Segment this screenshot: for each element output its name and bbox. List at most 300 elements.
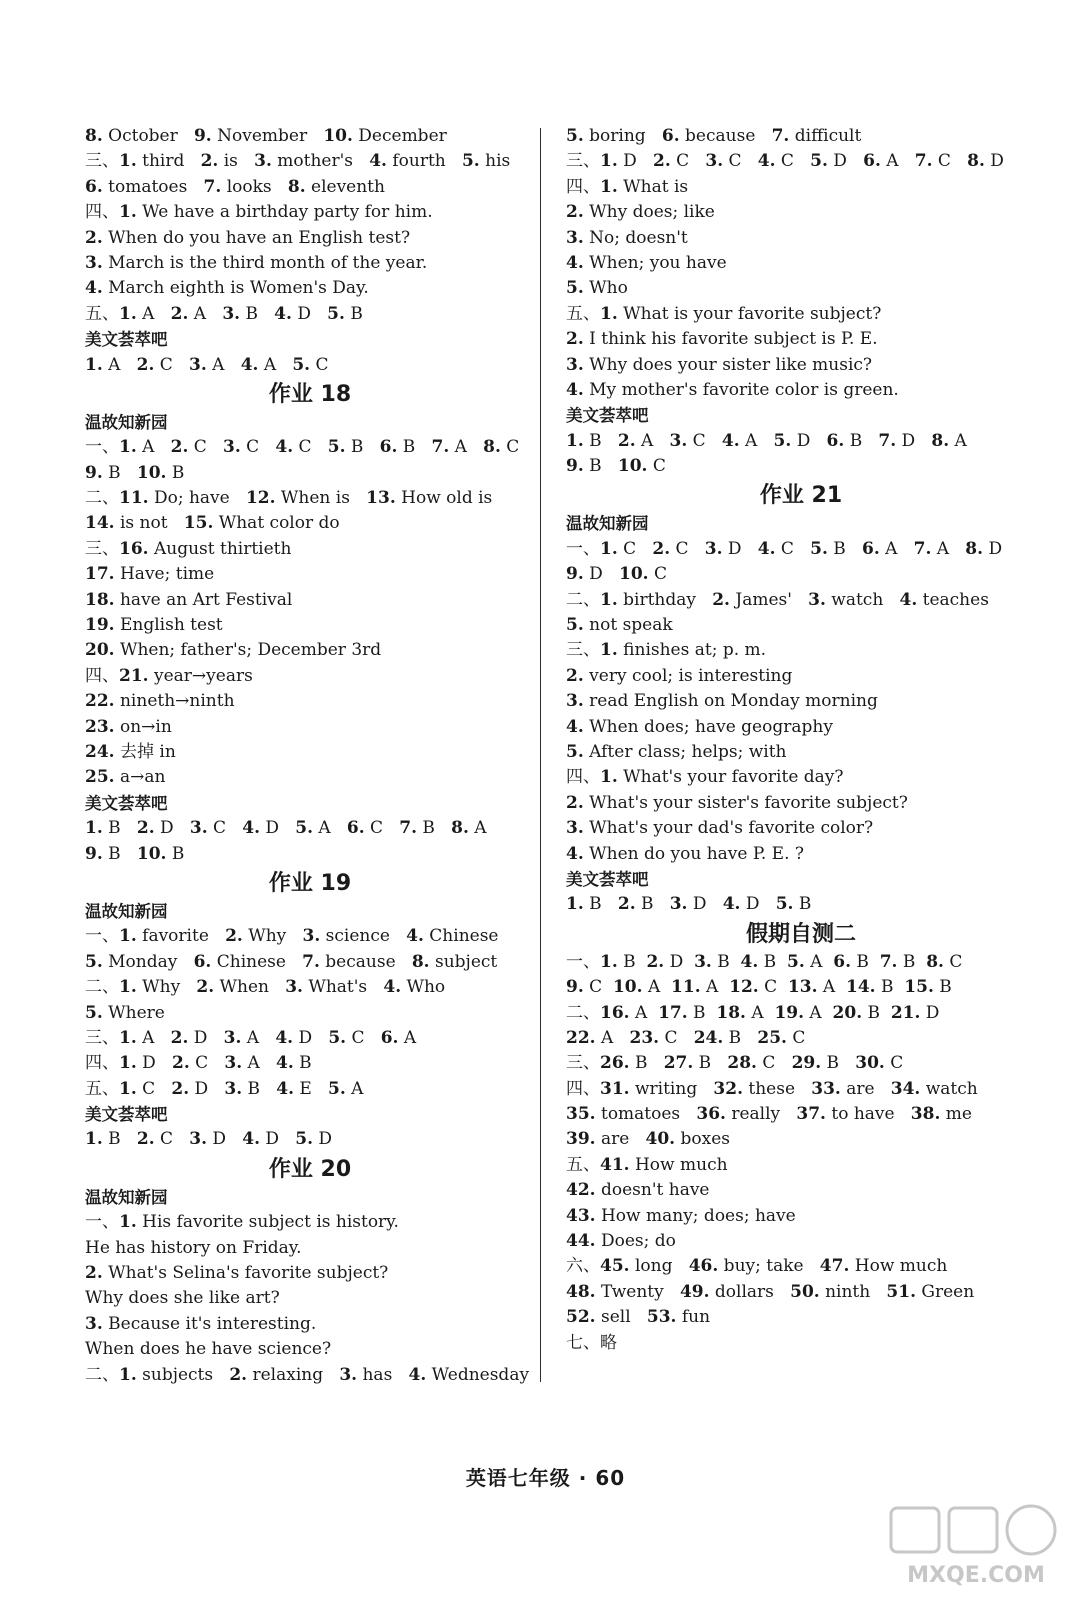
question-number: 9. [85, 843, 103, 864]
answer-line [566, 765, 1036, 790]
answer-line [85, 689, 535, 714]
answer-line [566, 689, 1036, 714]
answer-text: tomatoes [595, 1104, 697, 1125]
answer-text: C [364, 818, 400, 839]
question-number: 3. [85, 1313, 103, 1334]
question-number: 13. [366, 488, 396, 509]
answer-text: I think his favorite subject is P. E. [583, 329, 878, 350]
answer-line [85, 562, 535, 587]
answer-text: 三、 [566, 151, 600, 172]
answer-text: 四、 [566, 176, 600, 197]
answer-text: his [479, 151, 511, 172]
answer-line [85, 175, 535, 200]
answer-text: Have; time [114, 564, 215, 585]
question-number: 16. [119, 538, 149, 559]
question-number: 3. [223, 1027, 242, 1048]
answer-text: B [635, 894, 670, 915]
question-number: 5. [295, 1129, 313, 1150]
answer-text: D [617, 151, 653, 172]
question-number: 2. [712, 589, 730, 610]
question-number: 4. [85, 278, 103, 299]
question-number: 1. [119, 303, 137, 324]
answer-text: 三、 [85, 1027, 119, 1048]
answer-text: B [344, 303, 363, 324]
question-number: 7. [913, 538, 932, 559]
question-number: 4. [274, 303, 292, 324]
answer-text: English test [114, 615, 223, 636]
answer-text: B [793, 894, 812, 915]
answer-text: doesn't have [595, 1180, 710, 1201]
answer-line [85, 638, 535, 663]
answer-text: has [357, 1364, 409, 1385]
question-number: 11. [671, 977, 701, 998]
answer-text: B [166, 843, 185, 864]
answer-text: 四、 [85, 665, 119, 686]
answer-text: C [756, 1053, 792, 1074]
question-number: 37. [796, 1104, 826, 1125]
answer-line [85, 461, 535, 486]
column-divider [540, 128, 541, 1382]
answer-text: watch [825, 589, 900, 610]
answer-text: A [102, 354, 137, 375]
question-number: 25. [757, 1027, 787, 1048]
answer-text: C [240, 437, 276, 458]
answer-text: tomatoes [102, 176, 204, 197]
answer-text: What's your favorite day? [617, 767, 844, 788]
answer-text: 去掉 in [114, 741, 176, 762]
question-number: 1. [566, 894, 584, 915]
subsection-label: 美文荟萃吧 [566, 869, 649, 889]
question-number: 4. [383, 977, 402, 998]
question-number: 41. [600, 1154, 630, 1175]
answer-text: B [102, 843, 137, 864]
question-number: 10. [136, 462, 167, 483]
answer-text: Why does she like art? [85, 1288, 280, 1309]
answer-line [566, 715, 1036, 740]
answer-text: C [617, 538, 653, 559]
answer-text: year→years [148, 665, 253, 686]
question-number: 45. [600, 1256, 630, 1277]
question-number: 24. [693, 1027, 724, 1048]
answer-text: B [933, 977, 952, 998]
answer-line [85, 353, 535, 378]
answer-text: Do; have [148, 488, 246, 509]
answer-text: A [949, 430, 967, 451]
answer-line [566, 892, 1036, 917]
answer-text: A [398, 1027, 417, 1048]
question-number: 1. [119, 1053, 137, 1074]
subsection-label: 美文荟萃吧 [85, 330, 168, 350]
question-number: 7. [431, 437, 450, 458]
answer-text: long [629, 1256, 689, 1277]
answer-line [85, 1127, 535, 1152]
answer-line [566, 1280, 1036, 1305]
question-number: 14. [85, 513, 115, 534]
answer-text: B [711, 951, 741, 972]
answer-text: 六、 [566, 1256, 600, 1277]
answer-line [85, 842, 535, 867]
answer-line [85, 1026, 535, 1051]
answer-text: 七、略 [566, 1332, 617, 1353]
section-heading: 假期自测二 [745, 921, 856, 947]
answer-text: birthday [617, 589, 713, 610]
question-number: 4. [566, 716, 584, 737]
answer-text: D [206, 1129, 243, 1150]
question-number: 3. [669, 894, 688, 915]
answer-text: A [206, 354, 241, 375]
answer-text: D [293, 1027, 329, 1048]
answer-text: 一、 [566, 951, 600, 972]
question-number: 44. [566, 1231, 596, 1252]
answer-text: A [804, 951, 834, 972]
question-number: 27. [663, 1053, 694, 1074]
question-number: 2. [225, 926, 243, 947]
answer-text: D [722, 538, 758, 559]
answer-text: B [102, 818, 137, 839]
question-number: 4. [276, 1078, 294, 1099]
answer-text: 五、 [85, 303, 119, 324]
question-number: 17. [85, 564, 115, 585]
answer-text: March eighth is Women's Day. [102, 278, 369, 299]
question-number: 2. [170, 303, 189, 324]
question-number: 3. [566, 354, 584, 375]
question-number: 1. [119, 1212, 137, 1233]
answer-line [566, 149, 1036, 174]
question-number: 38. [910, 1104, 941, 1125]
answer-text: science [320, 926, 407, 947]
answer-text: A [136, 303, 171, 324]
question-number: 5. [566, 741, 584, 762]
question-number: 2. [200, 151, 219, 172]
answer-line [85, 715, 535, 740]
answer-text: 三、 [85, 538, 119, 559]
question-number: 1. [119, 151, 137, 172]
question-number: 8. [483, 437, 501, 458]
question-number: 2. [617, 430, 636, 451]
answer-text: C [500, 437, 520, 458]
answer-text: B [821, 1053, 856, 1074]
question-number: 6. [380, 1027, 399, 1048]
question-number: 6. [863, 151, 881, 172]
answer-text: Why [136, 977, 197, 998]
answer-text: A [188, 303, 223, 324]
question-number: 2. [136, 354, 155, 375]
question-number: 5. [566, 615, 584, 636]
answer-text: boring [583, 126, 662, 146]
answer-text: C [659, 1027, 694, 1048]
question-number: 23. [629, 1027, 660, 1048]
answer-text: B [617, 951, 647, 972]
answer-text: read English on Monday morning [583, 691, 878, 712]
answer-text: March is the third month of the year. [102, 252, 428, 273]
question-number: 5. [810, 538, 828, 559]
answer-text: 三、 [566, 640, 600, 661]
answer-text: D [687, 894, 723, 915]
question-number: 1. [600, 303, 618, 324]
question-number: 9. [566, 456, 584, 477]
question-number: 24. [85, 741, 115, 762]
question-number: 5. [85, 951, 103, 972]
answer-text: B [827, 538, 862, 559]
question-number: 1. [119, 926, 137, 947]
answer-line [566, 791, 1036, 816]
answer-line [566, 429, 1036, 454]
answer-text: fun [676, 1307, 711, 1328]
question-number: 9. [85, 462, 103, 483]
answer-line [85, 1312, 535, 1337]
answer-text: How many; does; have [595, 1205, 796, 1226]
answer-text: A [468, 818, 487, 839]
question-number: 28. [727, 1053, 757, 1074]
answer-text: C [775, 538, 811, 559]
answer-text: B [875, 977, 905, 998]
answer-text: November [211, 126, 324, 146]
question-number: 1. [600, 951, 618, 972]
answer-text: No; doesn't [583, 227, 688, 248]
question-number: 8. [967, 151, 985, 172]
question-number: 5. [775, 894, 794, 915]
answer-line [85, 486, 535, 511]
answer-line [85, 1337, 535, 1362]
answer-text: B [102, 1129, 137, 1150]
answer-line [566, 1102, 1036, 1127]
answer-line [85, 1363, 535, 1388]
question-number: 43. [566, 1205, 596, 1226]
answer-line [566, 327, 1036, 352]
subsection-label: 美文荟萃吧 [85, 793, 168, 813]
question-number: 8. [931, 430, 950, 451]
question-number: 12. [729, 977, 759, 998]
question-number: 1. [600, 538, 618, 559]
answer-line [85, 435, 535, 460]
answer-text: 五、 [566, 303, 600, 324]
question-number: 9. [566, 977, 584, 998]
question-number: 3. [339, 1364, 358, 1385]
question-number: 1. [600, 176, 618, 197]
question-number: 20. [832, 1002, 863, 1023]
question-number: 3. [222, 303, 241, 324]
answer-text: When do you have P. E. ? [583, 843, 804, 864]
answer-text: is [218, 151, 255, 172]
answer-line [566, 1229, 1036, 1254]
question-number: 3. [694, 951, 712, 972]
answer-line [566, 537, 1036, 562]
answer-text: on→in [114, 716, 172, 737]
question-number: 4. [899, 589, 918, 610]
question-number: 4. [408, 1364, 427, 1385]
answer-text: C [723, 151, 758, 172]
question-number: 1. [566, 430, 584, 451]
answer-text: C [647, 456, 666, 477]
answer-text: are [840, 1078, 891, 1099]
question-number: 7. [878, 430, 897, 451]
question-number: 8. [287, 176, 306, 197]
question-number: 4. [721, 430, 740, 451]
answer-line [85, 200, 535, 225]
answer-line [85, 588, 535, 613]
question-number: 3. [189, 1129, 207, 1150]
answer-text: After class; helps; with [583, 741, 787, 762]
question-number: 6. [85, 176, 103, 197]
question-number: 21. [890, 1002, 921, 1023]
answer-text: 一、 [85, 1212, 119, 1233]
answer-text: D [259, 818, 296, 839]
question-number: 2. [85, 227, 103, 248]
answer-text: C [346, 1027, 381, 1048]
question-number: 9. [566, 564, 584, 585]
answer-text: August thirtieth [148, 538, 292, 559]
answer-text: A [635, 430, 670, 451]
answer-text: What is your favorite subject? [617, 303, 882, 324]
answer-text: have an Art Festival [114, 589, 293, 610]
answer-text: B [583, 430, 618, 451]
answer-text: because [679, 126, 772, 146]
question-number: 7. [879, 951, 898, 972]
question-number: 4. [242, 818, 260, 839]
answer-text: D [984, 151, 1004, 172]
question-number: 4. [566, 252, 584, 273]
answer-line [566, 302, 1036, 327]
question-number: 2. [136, 818, 155, 839]
answer-text: favorite [136, 926, 226, 947]
question-number: 2. [170, 1027, 189, 1048]
answer-text: A [629, 1002, 659, 1023]
question-number: 3. [85, 252, 103, 273]
question-number: 8. [411, 951, 430, 972]
answer-text: relaxing [247, 1364, 340, 1385]
question-number: 1. [119, 1027, 137, 1048]
answer-line [566, 1204, 1036, 1229]
answer-text: Twenty [595, 1281, 680, 1302]
question-number: 4. [757, 538, 776, 559]
answer-text: C [775, 151, 811, 172]
answer-line [85, 511, 535, 536]
question-number: 2. [566, 202, 584, 223]
answer-text: B [758, 951, 787, 972]
question-number: 5. [773, 430, 792, 451]
answer-line [566, 1178, 1036, 1203]
answer-text: B [687, 1002, 717, 1023]
question-number: 3. [705, 151, 724, 172]
question-number: 51. [886, 1281, 916, 1302]
question-number: 10. [617, 456, 648, 477]
question-number: 33. [811, 1078, 841, 1099]
question-number: 2. [617, 894, 636, 915]
answer-line [566, 1305, 1036, 1330]
answer-line [85, 1261, 535, 1286]
answer-text: Who [401, 977, 446, 998]
answer-text: B [102, 462, 137, 483]
answer-text: finishes at; p. m. [617, 640, 767, 661]
question-number: 19. [85, 615, 115, 636]
answer-text: these [743, 1078, 812, 1099]
question-number: 4. [242, 1129, 260, 1150]
answer-text: When do you have an English test? [102, 227, 411, 248]
answer-text: How much [849, 1256, 948, 1277]
question-number: 3. [669, 430, 688, 451]
answer-line [566, 1331, 1036, 1356]
question-number: 10. [323, 126, 353, 146]
answer-text: C [670, 538, 705, 559]
answer-text: D [896, 430, 932, 451]
answer-text: James' [729, 589, 809, 610]
answer-line [85, 740, 535, 765]
question-number: 39. [566, 1129, 596, 1150]
answer-line [85, 1051, 535, 1076]
answer-text: fourth [386, 151, 462, 172]
question-number: 22. [566, 1027, 596, 1048]
answer-text: really [725, 1104, 797, 1125]
left-answer-column [85, 124, 535, 1388]
answer-line [85, 149, 535, 174]
answer-text: B [583, 894, 618, 915]
answer-text: B [629, 1053, 664, 1074]
question-number: 1. [600, 589, 618, 610]
answer-line [566, 353, 1036, 378]
answer-text: Who [583, 278, 628, 299]
question-number: 47. [819, 1256, 850, 1277]
answer-text: A [745, 1002, 775, 1023]
answer-line [566, 276, 1036, 301]
answer-line [566, 1001, 1036, 1026]
question-number: 19. [774, 1002, 805, 1023]
question-number: 4. [566, 379, 584, 400]
answer-text: dollars [709, 1281, 791, 1302]
answer-text: B [417, 818, 452, 839]
answer-text: A [241, 1027, 276, 1048]
answer-text: A [595, 1027, 630, 1048]
question-number: 3. [224, 1053, 243, 1074]
question-number: 30. [855, 1053, 885, 1074]
question-number: 10. [612, 977, 643, 998]
answer-text: Green [916, 1281, 975, 1302]
answer-text: Chinese [211, 951, 303, 972]
answer-text: looks [221, 176, 288, 197]
question-number: 29. [791, 1053, 822, 1074]
answer-text: B [723, 1027, 758, 1048]
answer-text: mother's [271, 151, 370, 172]
question-number: 8. [926, 951, 944, 972]
answer-text: D [983, 538, 1003, 559]
answer-text: D [827, 151, 864, 172]
answer-line [566, 1077, 1036, 1102]
answer-line [85, 1236, 535, 1261]
answer-line [566, 842, 1036, 867]
question-number: 4. [722, 894, 741, 915]
answer-text: Monday [102, 951, 194, 972]
answer-line [566, 251, 1036, 276]
answer-text: 四、 [566, 1078, 600, 1099]
question-number: 3. [285, 977, 303, 998]
answer-text: buy; take [718, 1256, 820, 1277]
question-number: 3. [189, 818, 208, 839]
answer-text: 五、 [85, 1078, 119, 1099]
answer-text: 二、 [85, 1364, 119, 1385]
question-number: 7. [203, 176, 222, 197]
answer-text: 二、 [566, 1002, 600, 1023]
question-number: 6. [826, 430, 845, 451]
answer-line [566, 124, 1036, 149]
answer-text: What is [617, 176, 689, 197]
answer-line [85, 1001, 535, 1026]
question-number: 1. [119, 977, 137, 998]
answer-text: B [293, 1053, 312, 1074]
question-number: 3. [223, 437, 241, 458]
answer-text: C [154, 354, 190, 375]
answer-text: How old is [395, 488, 493, 509]
question-number: 49. [679, 1281, 710, 1302]
answer-text: D [664, 951, 695, 972]
